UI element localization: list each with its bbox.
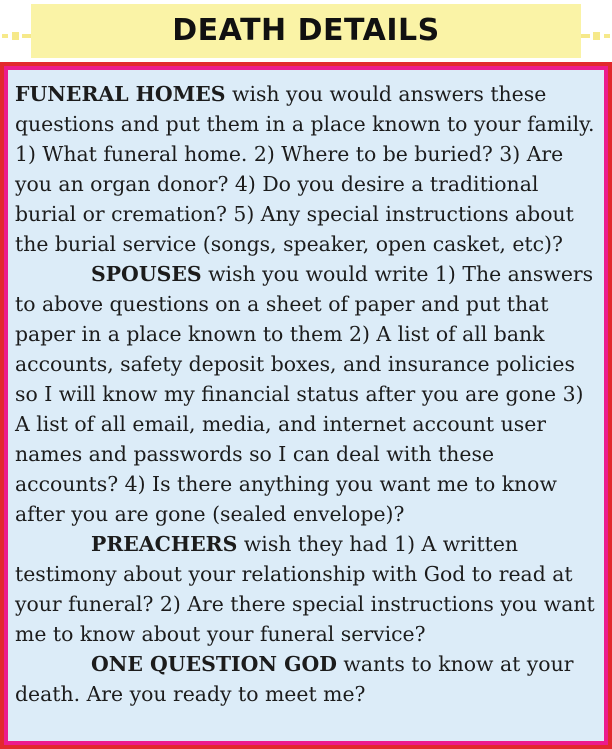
paragraph-lead: ONE QUESTION GOD <box>91 652 337 676</box>
paragraph-preachers <box>15 529 598 649</box>
paragraph-lead: PREACHERS <box>91 532 238 556</box>
content-panel-inner-border <box>4 66 608 745</box>
paragraph-text: wish you would write 1) The answers to above questions on a sheet of paper and put that paper in a place known to them 2) A list of all bank accounts, safety deposit boxes, and insurance policies so I will know my financial status after you are gone 3) A list of all email, media, and internet account user names and passwords so I can deal with these accounts? 4) Is there anything you want me to know after you are gone (sealed envelope)? <box>15 262 594 526</box>
paragraph-text: wish you would answers these questions and put them in a place known to your family. 1) What funeral home. 2) Where to be buried? 3) Are you an organ donor? 4) Do you desire a traditional burial or cremation? 5) Any special instructions about the burial service (songs, speaker, open casket, etc)? <box>15 82 595 256</box>
content-panel <box>0 62 612 749</box>
content-body <box>8 70 604 741</box>
paragraph-funeral-homes <box>15 79 598 259</box>
paragraph-text: wish they had 1) A written testimony about your relationship with God to read at your funeral? 2) Are there special instructions you want me to know about your funeral service? <box>15 532 595 646</box>
paragraph-text: wants to know at your death. Are you ready to meet me? <box>15 652 574 706</box>
paragraph-lead: FUNERAL HOMES <box>15 82 226 106</box>
page-title: DEATH DETAILS <box>172 13 440 48</box>
title-banner <box>31 4 581 58</box>
paragraph-lead: SPOUSES <box>91 262 202 286</box>
paragraph-spouses <box>15 259 598 529</box>
paragraph-one-question-god <box>15 649 598 709</box>
